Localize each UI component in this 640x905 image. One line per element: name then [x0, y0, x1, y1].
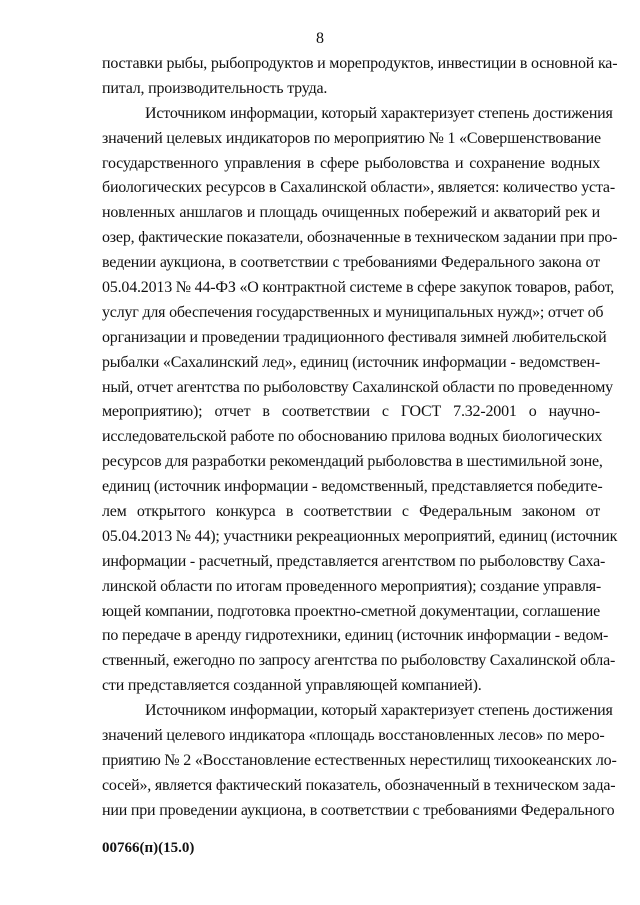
text-line: информации - расчетный, представляется агентством по рыболовству Саха- [102, 552, 606, 570]
text-line: новленных аншлагов и площадь очищенных побережий и акваторий рек и [102, 204, 600, 222]
text-line: исследовательской работе по обоснованию прилова водных биологических [102, 428, 603, 446]
text-line: Источником информации, который характеризует степень достижения [145, 702, 613, 720]
text-line: ственный, ежегодно по запросу агентства по рыболовству Сахалинской обла- [102, 652, 616, 670]
text-line: значений целевых индикаторов по мероприятию № 1 «Совершенствование [102, 129, 601, 147]
text-line: ющей компании, подготовка проектно-сметной документации, соглашение [102, 602, 600, 620]
text-line: ведении аукциона, в соответствии с требованиями Федерального закона от [102, 254, 600, 272]
text-line: государственного управления в сфере рыболовства и сохранение водных [102, 154, 600, 172]
document-footer-code: 00766(п)(15.0) [102, 840, 195, 856]
text-line: ресурсов для разработки рекомендаций рыболовства в шестимильной зоне, [102, 453, 603, 471]
text-line: значений целевого индикатора «площадь восстановленных лесов» по меро- [102, 727, 605, 745]
document-body [102, 52, 618, 824]
text-line: единиц (источник информации - ведомственный, представляется победите- [102, 478, 603, 496]
text-line: мероприятию); отчет в соответствии с ГОСТ 7.32-2001 о научно- [102, 403, 600, 421]
text-line: питал, производительность труда. [102, 79, 328, 97]
text-line: лем открытого конкурса в соответствии с Федеральным законом от [102, 503, 600, 521]
text-line: сосей», является фактический показатель, обозначенный в техническом зада- [102, 776, 616, 794]
text-line: биологических ресурсов в Сахалинской области», является: количество уста- [102, 179, 615, 197]
text-line: озер, фактические показатели, обозначенные в техническом задании при про- [102, 229, 618, 247]
text-line: линской области по итогам проведенного мероприятия); создание управля- [102, 577, 602, 595]
text-line: сти представляется созданной управляющей компанией). [102, 677, 482, 695]
page-number: 8 [316, 30, 324, 47]
text-line: рыбалки «Сахалинский лед», единиц (источник информации - ведомствен- [102, 353, 600, 371]
text-line: 05.04.2013 № 44); участники рекреационных мероприятий, единиц (источник [102, 527, 618, 545]
text-line: нии при проведении аукциона, в соответствии с требованиями Федерального [102, 801, 615, 819]
text-line: организации и проведении традиционного фестиваля зимней любительской [102, 328, 607, 346]
text-line: ный, отчет агентства по рыболовству Сахалинской области по проведенному [102, 378, 613, 396]
text-line: поставки рыбы, рыбопродуктов и морепродуктов, инвестиции в основной ка- [102, 55, 618, 72]
text-line: Источником информации, который характеризует степень достижения [145, 104, 613, 122]
text-line: приятию № 2 «Восстановление естественных нерестилищ тихоокеанских ло- [102, 751, 617, 769]
text-line: 05.04.2013 № 44-ФЗ «О контрактной системе в сфере закупок товаров, работ, [102, 279, 615, 297]
text-line: по передаче в аренду гидротехники, единиц (источник информации - ведом- [102, 627, 609, 645]
text-line: услуг для обеспечения государственных и муниципальных нужд»; отчет об [102, 303, 604, 321]
